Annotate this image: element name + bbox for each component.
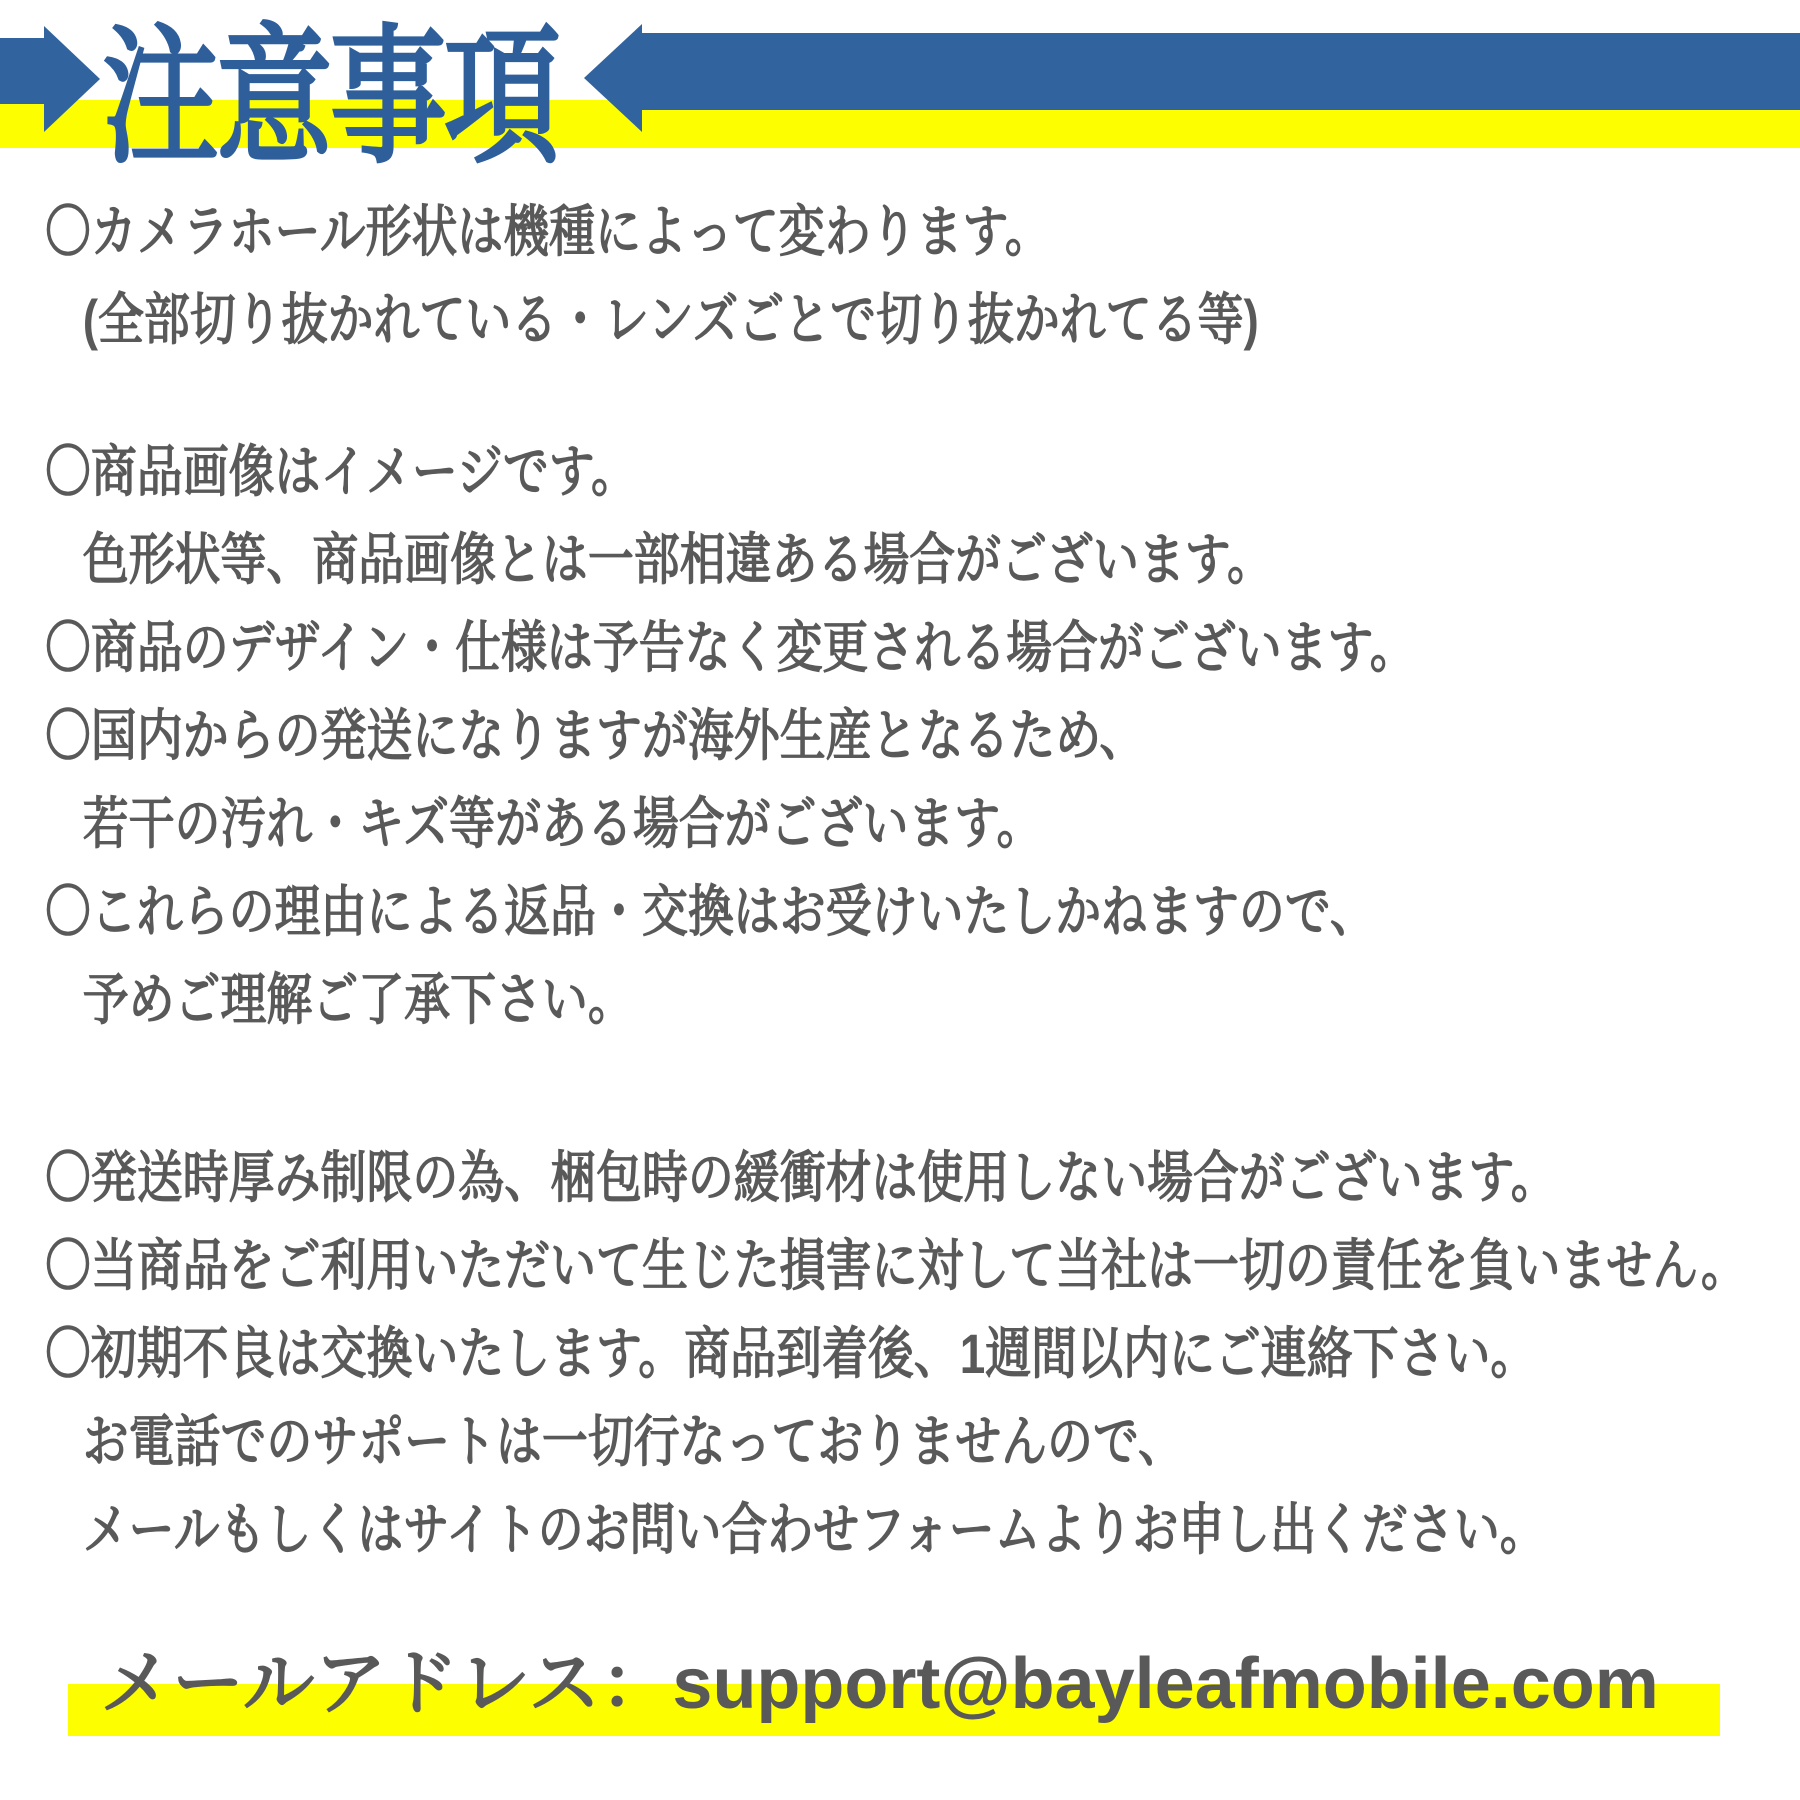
notice-line: 〇発送時厚み制限の為、梱包時の緩衝材は使用しない場合がございます。 <box>45 1146 1557 1209</box>
notice-line: 〇商品画像はイメージです。 <box>45 440 637 503</box>
support-email-text: メールアドレス：support@bayleafmobile.com <box>100 1644 1659 1724</box>
header-blue-bar <box>642 33 1800 110</box>
notice-line: 予めご理解ご了承下さい。 <box>82 968 634 1031</box>
page-title: 注意事項 <box>102 13 558 181</box>
notice-line: 〇初期不良は交換いたします。商品到着後、1週間以内にご連絡下さい。 <box>45 1322 1537 1385</box>
notice-line: 〇商品のデザイン・仕様は予告なく変更される場合がございます。 <box>45 616 1416 679</box>
notice-line: (全部切り抜かれている・レンズごとで切り抜かれてる等) <box>82 288 1259 351</box>
notice-line: お電話でのサポートは一切行なっておりませんので、 <box>82 1410 1184 1473</box>
notice-line: 〇国内からの発送になりますが海外生産となるため、 <box>45 704 1146 767</box>
notice-line: 色形状等、商品画像とは一部相違ある場合がございます。 <box>82 528 1273 591</box>
notice-line: 若干の汚れ・キズ等がある場合がございます。 <box>82 792 1043 855</box>
notice-line: メールもしくはサイトのお問い合わせフォームよりお申し出ください。 <box>82 1498 1546 1561</box>
notice-line: 〇当商品をご利用いただいて生じた損害に対して当社は一切の責任を負いません。 <box>45 1234 1747 1297</box>
notice-list <box>45 188 1795 1574</box>
notice-line: 〇カメラホール形状は機種によって変わります。 <box>45 200 1051 263</box>
notice-line: 〇これらの理由による返品・交換はお受けいたしかねますので、 <box>45 880 1376 943</box>
